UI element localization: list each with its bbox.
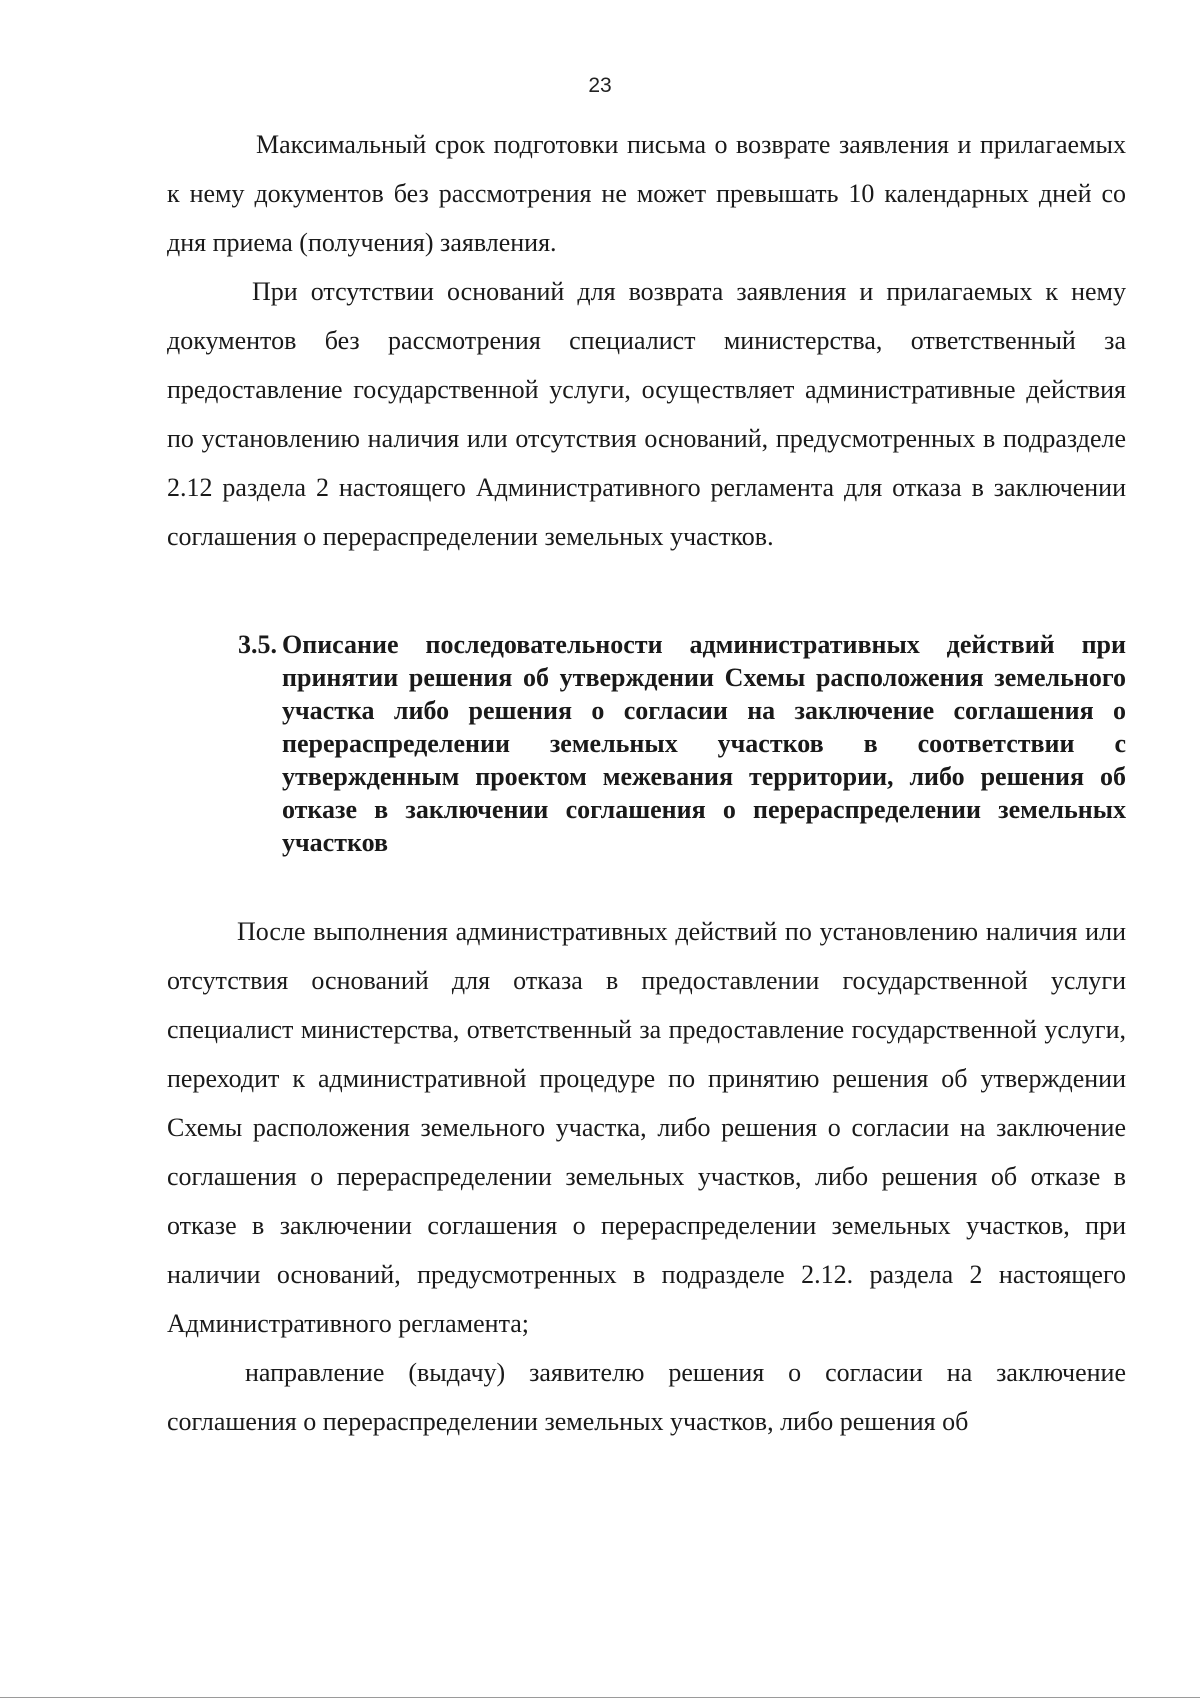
paragraph-no-return-grounds: При отсутствии оснований для возврата заявления и прилагаемых к нему документов без рассмотрения специалист министерства, ответственный за предоставление государственной услуги, осуществляет административные действия по установлению наличия или отсутствия оснований, предусмотренных в подразделе 2.12 раздела 2 настоящего Административного регламента для отказа в заключении соглашения о перераспределении земельных участков. — [167, 277, 1126, 551]
section-number: 3.5. — [238, 630, 277, 659]
paragraph-return-deadline: Максимальный срок подготовки письма о возврате заявления и прилагаемых к нему документов без рассмотрения не может превышать 10 календарных дней со дня приема (получения) заявления. — [167, 130, 1126, 257]
paragraph-direction-issuance: направление (выдачу) заявителю решения о согласии на заключение соглашения о перераспределении земельных участков, либо решения об — [167, 1358, 1126, 1436]
scan-edge-line — [0, 1697, 1200, 1698]
paragraph-after-actions: После выполнения административных действий по установлению наличия или отсутствия оснований для отказа в предоставлении государственной услуги специалист министерства, ответственный за предоставление государственной услуги, переходит к административной процедуре по принятию решения об утверждении Схемы расположения земельного участка, либо решения о согласии на заключение соглашения о перераспределении земельных участков, либо решения об отказе в отказе в заключении соглашения о перераспределении земельных участков, при наличии оснований, предусмотренных в подразделе 2.12. раздела 2 настоящего Административного регламента; — [167, 917, 1126, 1338]
page-content — [167, 120, 1126, 1446]
section-title: Описание последовательности административных действий при принятии решения об утверждении Схемы расположения земельного участка либо решения о согласии на заключение соглашения о перераспределении земельных участков в соответствии с утвержденным проектом межевания территории, либо решения об отказе в заключении соглашения о перераспределении земельных участков — [282, 630, 1126, 857]
page-number: 23 — [588, 74, 612, 97]
section-heading — [167, 628, 1126, 859]
